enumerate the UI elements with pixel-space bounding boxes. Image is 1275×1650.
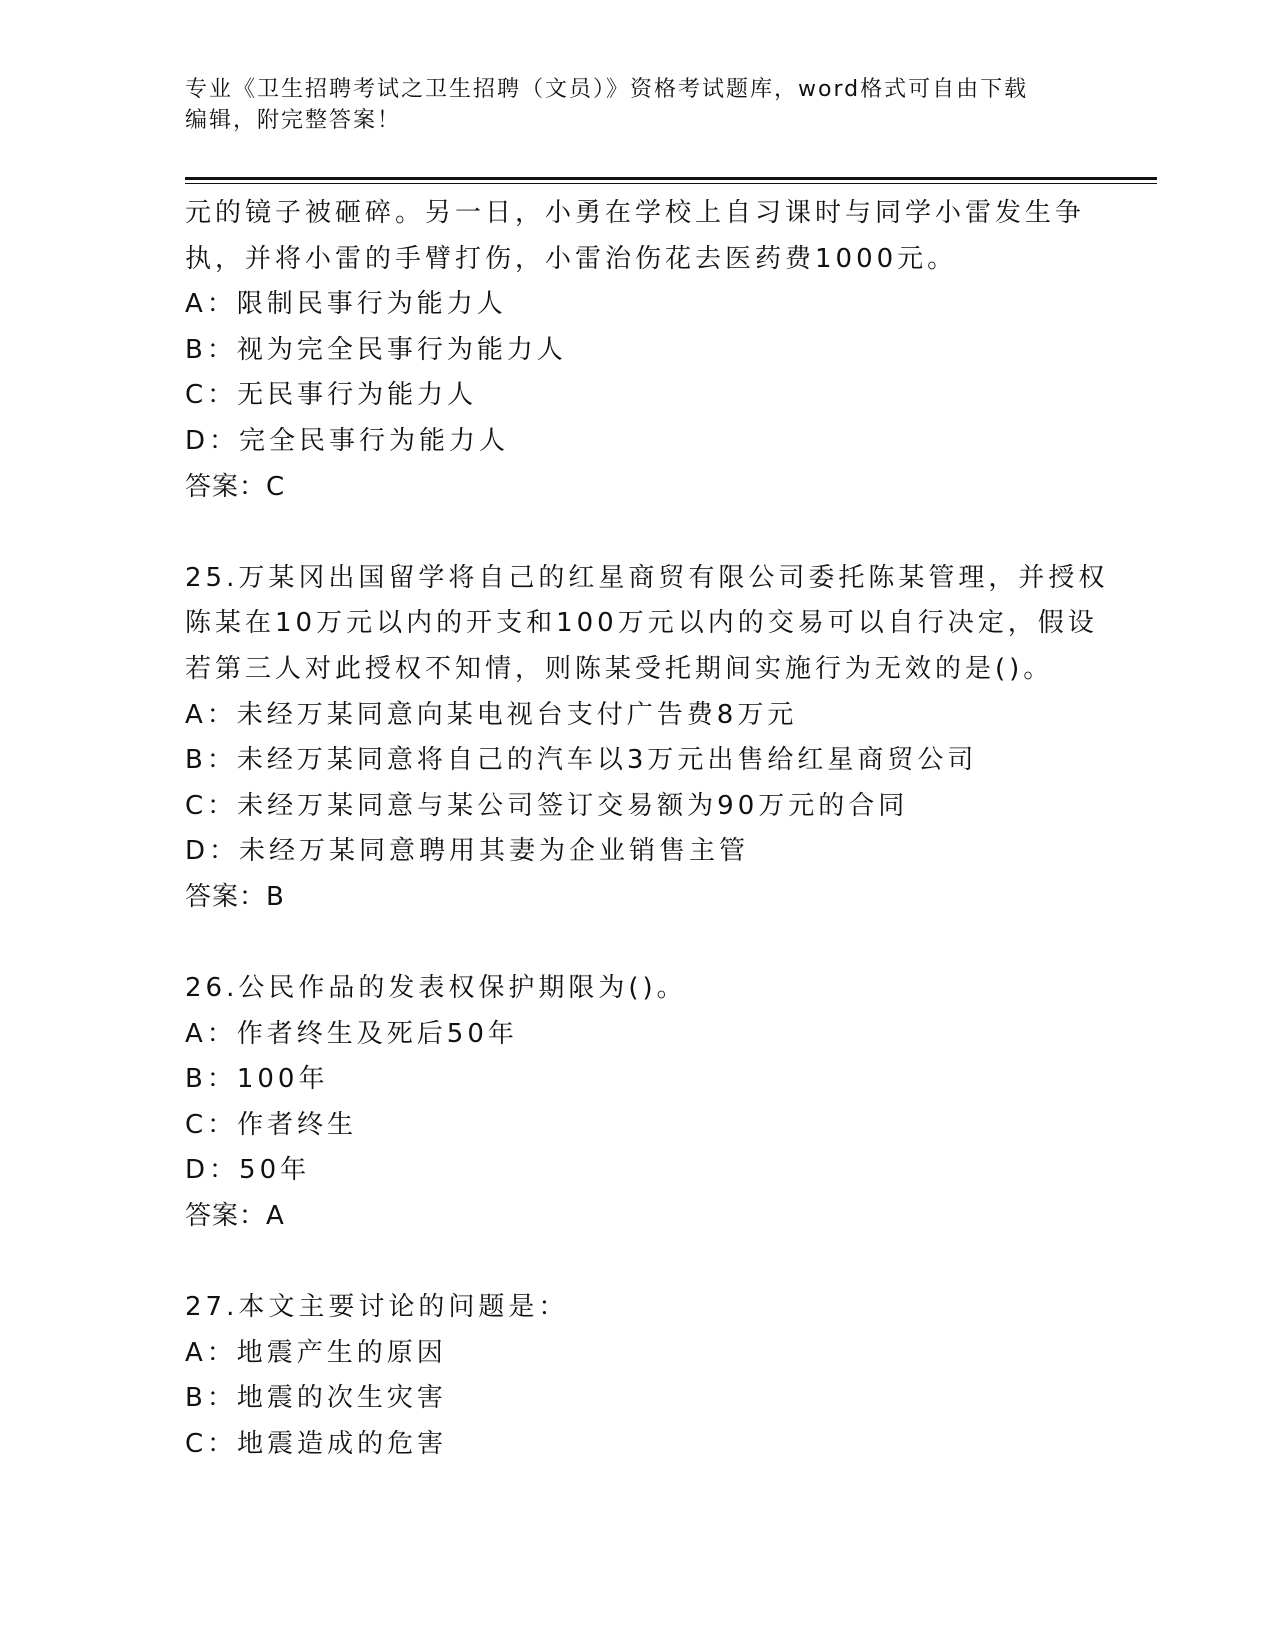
option-a: A：未经万某同意向某电视台支付广告费8万元 <box>185 699 798 730</box>
question-24-continued <box>185 191 1085 510</box>
question-content <box>185 191 1109 1468</box>
question-25 <box>185 556 1109 921</box>
option-c: C：未经万某同意与某公司签订交易额为90万元的合同 <box>185 790 909 821</box>
document-header <box>185 74 1065 136</box>
option-b: B：100年 <box>185 1064 329 1095</box>
question-stem-line: 27.本文主要讨论的问题是： <box>185 1292 569 1323</box>
answer-line: 答案：A <box>185 1201 285 1232</box>
option-a: A：地震产生的原因 <box>185 1337 447 1368</box>
option-a: A：限制民事行为能力人 <box>185 289 507 320</box>
answer-line: 答案：B <box>185 881 285 912</box>
option-d: D：50年 <box>185 1155 311 1186</box>
option-b: B：视为完全民事行为能力人 <box>185 334 567 365</box>
question-stem-line: 若第三人对此授权不知情，则陈某受托期间实施行为无效的是()。 <box>185 653 1054 684</box>
option-c: C：地震造成的危害 <box>185 1429 448 1460</box>
option-c: C：作者终生 <box>185 1109 358 1140</box>
question-stem-line: 25.万某冈出国留学将自己的红星商贸有限公司委托陈某管理，并授权 <box>185 562 1109 593</box>
question-spacer <box>185 921 1085 967</box>
option-b: B：地震的次生灾害 <box>185 1383 447 1414</box>
header-line-1: 专业《卫生招聘考试之卫生招聘（文员）》资格考试题库，word格式可自由下载 <box>185 77 1029 102</box>
header-line-2: 编辑，附完整答案！ <box>185 108 402 133</box>
question-stem-line: 执，并将小雷的手臂打伤，小雷治伤花去医药费1000元。 <box>185 243 958 274</box>
option-c: C：无民事行为能力人 <box>185 380 478 411</box>
option-d: D：未经万某同意聘用其妻为企业销售主管 <box>185 836 750 867</box>
question-spacer <box>185 510 1085 556</box>
question-spacer <box>185 1240 1085 1286</box>
question-27 <box>185 1285 1085 1467</box>
question-stem-line: 陈某在10万元以内的开支和100万元以内的交易可以自行决定，假设 <box>185 608 1098 639</box>
question-26 <box>185 966 1085 1240</box>
header-rule-thick <box>185 177 1157 180</box>
question-stem-line: 元的镜子被砸碎。另一日，小勇在学校上自习课时与同学小雷发生争 <box>185 198 1086 228</box>
option-d: D：完全民事行为能力人 <box>185 425 510 456</box>
option-a: A：作者终生及死后50年 <box>185 1018 518 1049</box>
header-rule-thin <box>185 183 1157 184</box>
answer-line: 答案：C <box>185 471 286 502</box>
question-stem-line: 26.公民作品的发表权保护期限为()。 <box>185 973 687 1004</box>
option-b: B：未经万某同意将自己的汽车以3万元出售给红星商贸公司 <box>185 745 978 776</box>
